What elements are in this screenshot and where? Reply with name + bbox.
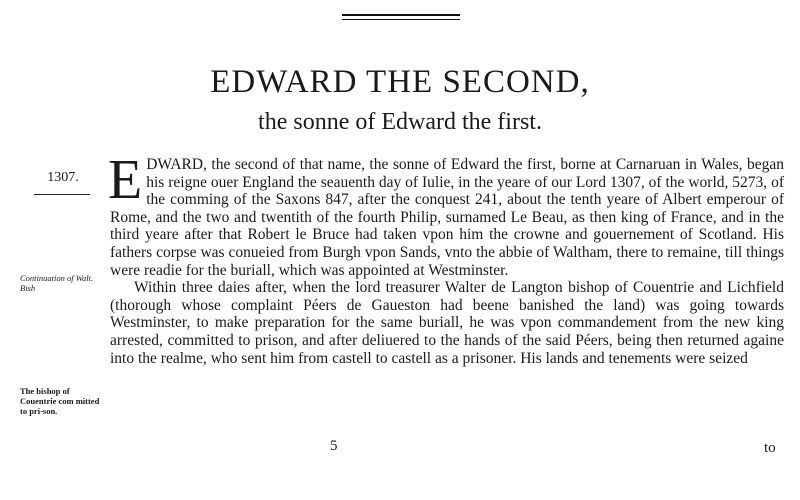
ornamental-rule [342, 14, 460, 20]
drop-cap: E [108, 149, 143, 211]
margin-note-bishop: The bishop of Couentrie com mitted to pri-son. [20, 386, 100, 416]
paragraph-1-text: DWARD, the second of that name, the sonne of Edward the first, borne at Carnaruan in Wales, began his reigne ouer England the seauenth day of Iulie, in the yeare of our Lord 1307, of the world, 5273, of the comming of the Saxons 847, after the conquest 241, about the tenth yeare of Albert emperour of Rome, and the two and twentith of the fourth Philip, surnamed Le Beau, as then king of France, and in the third yeare after that Robert le Bruce had taken vpon him the crowne and gouernement of Scotland. His fathers corpse was conueied from Burgh vpon Sands, vnto the abbie of Waltham, there to remaine, till things were readie for the buriall, which was appointed at Westminster. [110, 156, 784, 279]
margin-note-continuation: Continuation of Walt. Bish [20, 273, 94, 293]
margin-year-rule [34, 194, 90, 195]
paragraph-1 [108, 149, 784, 279]
paragraph-2: Within three daies after, when the lord treasurer Walter de Langton bishop of Couentrie and Lichfield (thorough whose complaint Péers de Gaueston had beene banished the land) was going towards Westminster, to make preparation for the same buriall, he was vpon commandement from the new king arrested, committed to prison, and after deliuered to the hands of the said Péers, being then returned againe into the realme, who sent him from castell to castell as a prisoner. His lands and tenements were seized [110, 279, 784, 367]
chapter-title: EDWARD THE SECOND, [210, 64, 590, 100]
margin-year: 1307. [47, 170, 79, 185]
page-number: 5 [330, 438, 338, 454]
chapter-subtitle: the sonne of Edward the first. [258, 109, 542, 135]
body-text [108, 149, 784, 367]
catchword: to [764, 440, 776, 456]
